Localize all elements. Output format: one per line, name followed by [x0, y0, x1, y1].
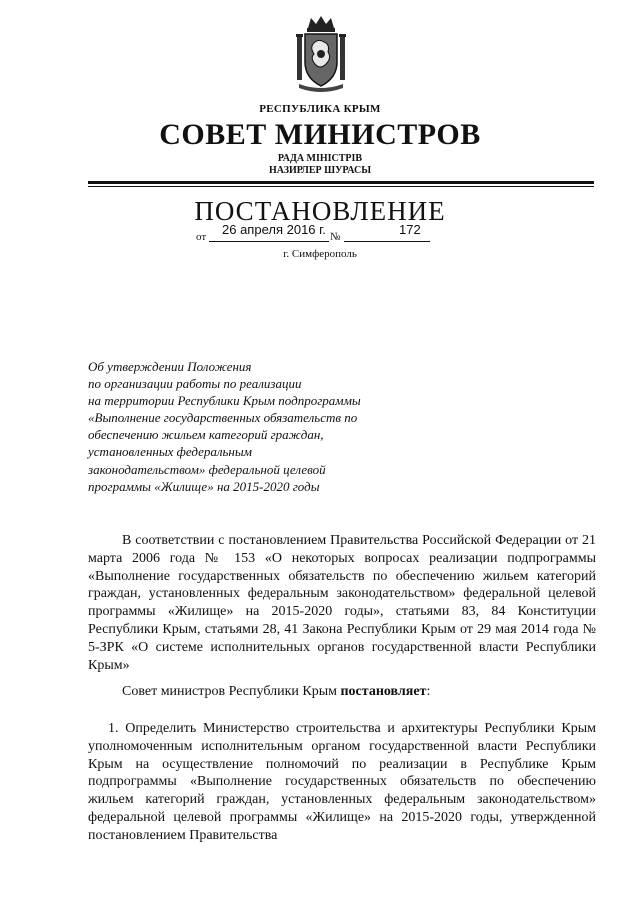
date-number-row	[196, 222, 446, 244]
clause-1-paragraph: 1. Определить Министерство строительства и архитектуры Республики Крым уполномоченным исполнительным органом государственной власти Республики Крым на осуществление полномочий по реализации в Республике Крым подпрограммы «Выполнение государственных обязательств по обеспечению жильем категорий граждан, установленных федеральным законодательством» федеральной целевой программы «Жилище» на 2015-2020 годы, утвержденной постановлением Правительства	[88, 721, 596, 843]
document-subject	[88, 358, 428, 495]
document-type: ПОСТАНОВЛЕНИЕ	[194, 196, 446, 226]
number-underline	[344, 241, 430, 242]
resolution-text: Совет министров Республики Крым	[122, 684, 341, 699]
coat-of-arms-icon	[296, 14, 346, 96]
council-name: СОВЕТ МИНИСТРОВ	[159, 118, 481, 151]
subject-line: на территории Республики Крым подпрограммы	[88, 393, 361, 409]
resolution-colon: :	[426, 684, 431, 699]
subject-line: обеспечению жильем категорий граждан,	[88, 427, 324, 443]
subject-line: по организации работы по реализации	[88, 376, 302, 392]
document-number: 172	[399, 222, 421, 237]
subject-line: установленных федеральным	[88, 444, 252, 460]
council-name-crimean-tatar: НАЗИРЛЕР ШУРАСЫ	[268, 165, 372, 176]
document-date: 26 апреля 2016 г.	[222, 222, 326, 237]
subject-line: «Выполнение государственных обязательств по	[88, 410, 358, 426]
council-name-ukrainian: РАДА МІНІСТРІВ	[277, 153, 363, 164]
city: г. Симферополь	[283, 248, 357, 260]
date-underline	[209, 241, 329, 242]
subject-line: Об утверждении Положения	[88, 359, 252, 374]
resolution-paragraph	[88, 683, 596, 701]
preamble-paragraph: В соответствии с постановлением Правительства Российской Федерации от 21 марта 2006 года № 153 «О некоторых вопросах реализации подпрограммы «Выполнение государственных обязательств по обеспечению жильем категорий граждан, установленных федеральным законодательством» федеральной целевой программы «Жилище» на 2015-2020 годы», статьями 83, 84 Конституции Республики Крым, статьями 28, 41 Закона Республики Крым от 29 мая 2014 года № 5-ЗРК «О системе исполнительных органов государственной власти Республики Крым»	[88, 533, 596, 673]
subject-line: законодательством» федеральной целевой	[88, 461, 326, 477]
resolution-keyword: постановляет	[340, 684, 427, 699]
date-label: от	[196, 231, 207, 243]
number-label: №	[330, 231, 341, 243]
header-rule-thin	[88, 186, 594, 187]
republic-name: РЕСПУБЛИКА КРЫМ	[259, 103, 381, 115]
header-rule-thick	[88, 181, 594, 184]
subject-line: программы «Жилище» на 2015-2020 годы	[88, 478, 320, 494]
